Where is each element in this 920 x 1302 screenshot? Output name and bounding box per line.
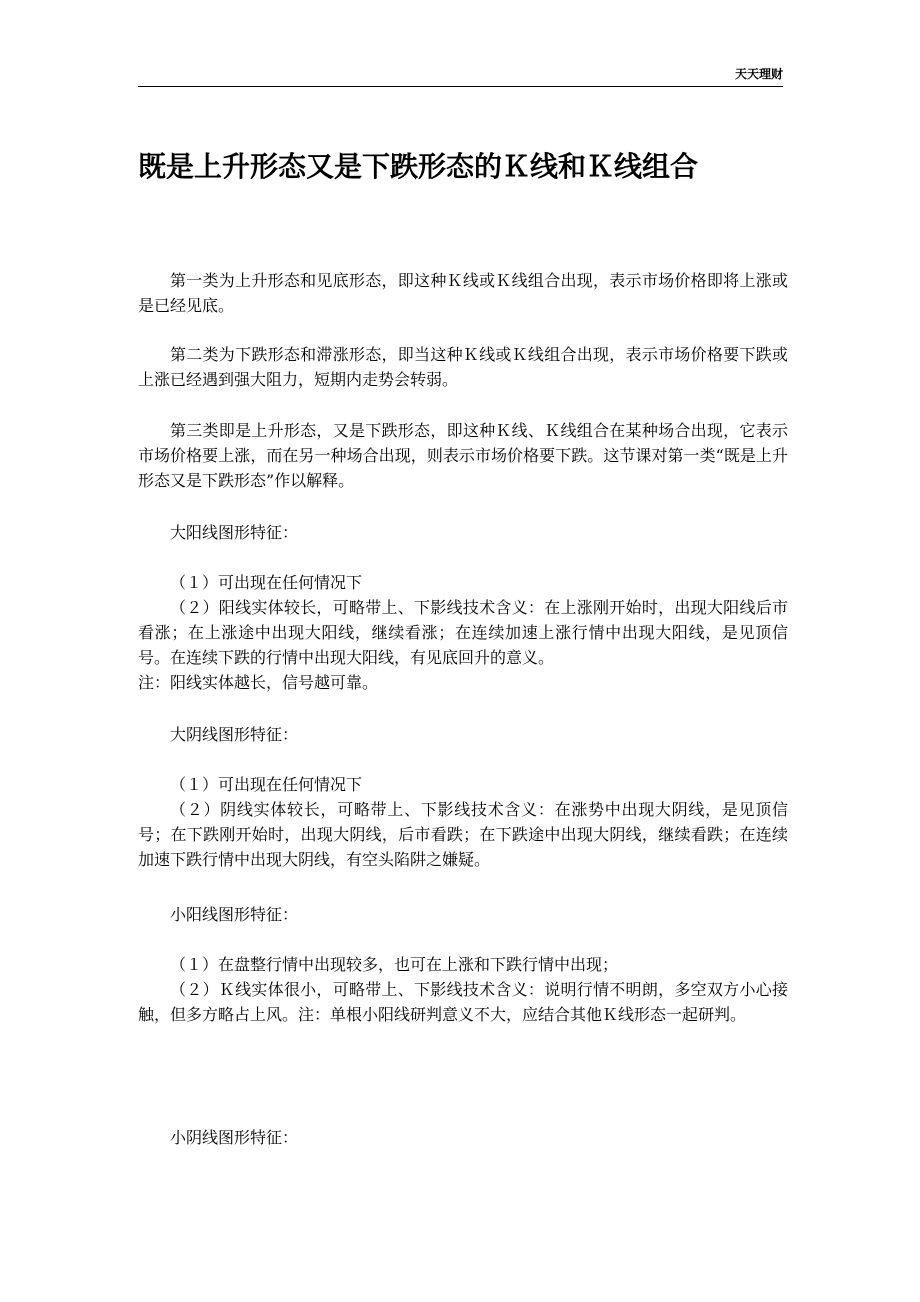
document-title: 既是上升形态又是下跌形态的Ｋ线和Ｋ线组合	[138, 150, 699, 183]
section-heading-small-yin: 小阴线图形特征：	[170, 1128, 299, 1147]
section-heading-big-yang: 大阳线图形特征：	[170, 523, 299, 542]
page-header	[138, 66, 783, 87]
list-item: （２）阳线实体较长，可略带上、下影线技术含义：在上涨刚开始时，出现大阳线后市看涨；在上涨途中出现大阳线，继续看涨；在连续加速上涨行情中出现大阳线，是见顶信号。在连续下跌的行情中出现大阳线，有见底回升的意义。	[138, 598, 788, 667]
paragraph-third-category: 第三类即是上升形态，又是下跌形态，即这种Ｋ线、Ｋ线组合在某种场合出现，它表示市场价格要上涨，而在另一种场合出现，则表示市场价格要下跌。这节课对第一类“既是上升形态又是下跌形态”作以解释。	[138, 421, 788, 490]
header-site-name: 天天理财	[734, 67, 783, 81]
section-big-yang-content	[138, 570, 788, 695]
section-heading-big-yin: 大阴线图形特征：	[170, 725, 299, 744]
note-text: 注：阳线实体越长，信号越可靠。	[138, 673, 379, 692]
section-small-yang-content	[138, 952, 788, 1027]
list-item: （１）在盘整行情中出现较多，也可在上涨和下跌行情中出现；	[170, 955, 619, 974]
section-heading-small-yang: 小阳线图形特征：	[170, 905, 299, 924]
paragraph-second-category: 第二类为下跌形态和滞涨形态，即当这种Ｋ线或Ｋ线组合出现，表示市场价格要下跌或上涨已经遇到强大阻力，短期内走势会转弱。	[138, 345, 788, 389]
section-big-yin-content	[138, 772, 788, 872]
list-item: （２）阴线实体较长，可略带上、下影线技术含义：在涨势中出现大阴线，是见顶信号；在下跌刚开始时，出现大阴线，后市看跌；在下跌途中出现大阴线，继续看跌；在连续加速下跌行情中出现大阴线，有空头陷阱之嫌疑。	[138, 800, 788, 869]
paragraph-first-category: 第一类为上升形态和见底形态，即这种Ｋ线或Ｋ线组合出现，表示市场价格即将上涨或是已经见底。	[138, 271, 788, 315]
list-item: （１）可出现在任何情况下	[170, 573, 363, 592]
list-item: （２）Ｋ线实体很小，可略带上、下影线技术含义：说明行情不明朗，多空双方小心接触，但多方略占上风。注：单根小阳线研判意义不大，应结合其他Ｋ线形态一起研判。	[138, 980, 788, 1024]
list-item: （１）可出现在任何情况下	[170, 775, 363, 794]
